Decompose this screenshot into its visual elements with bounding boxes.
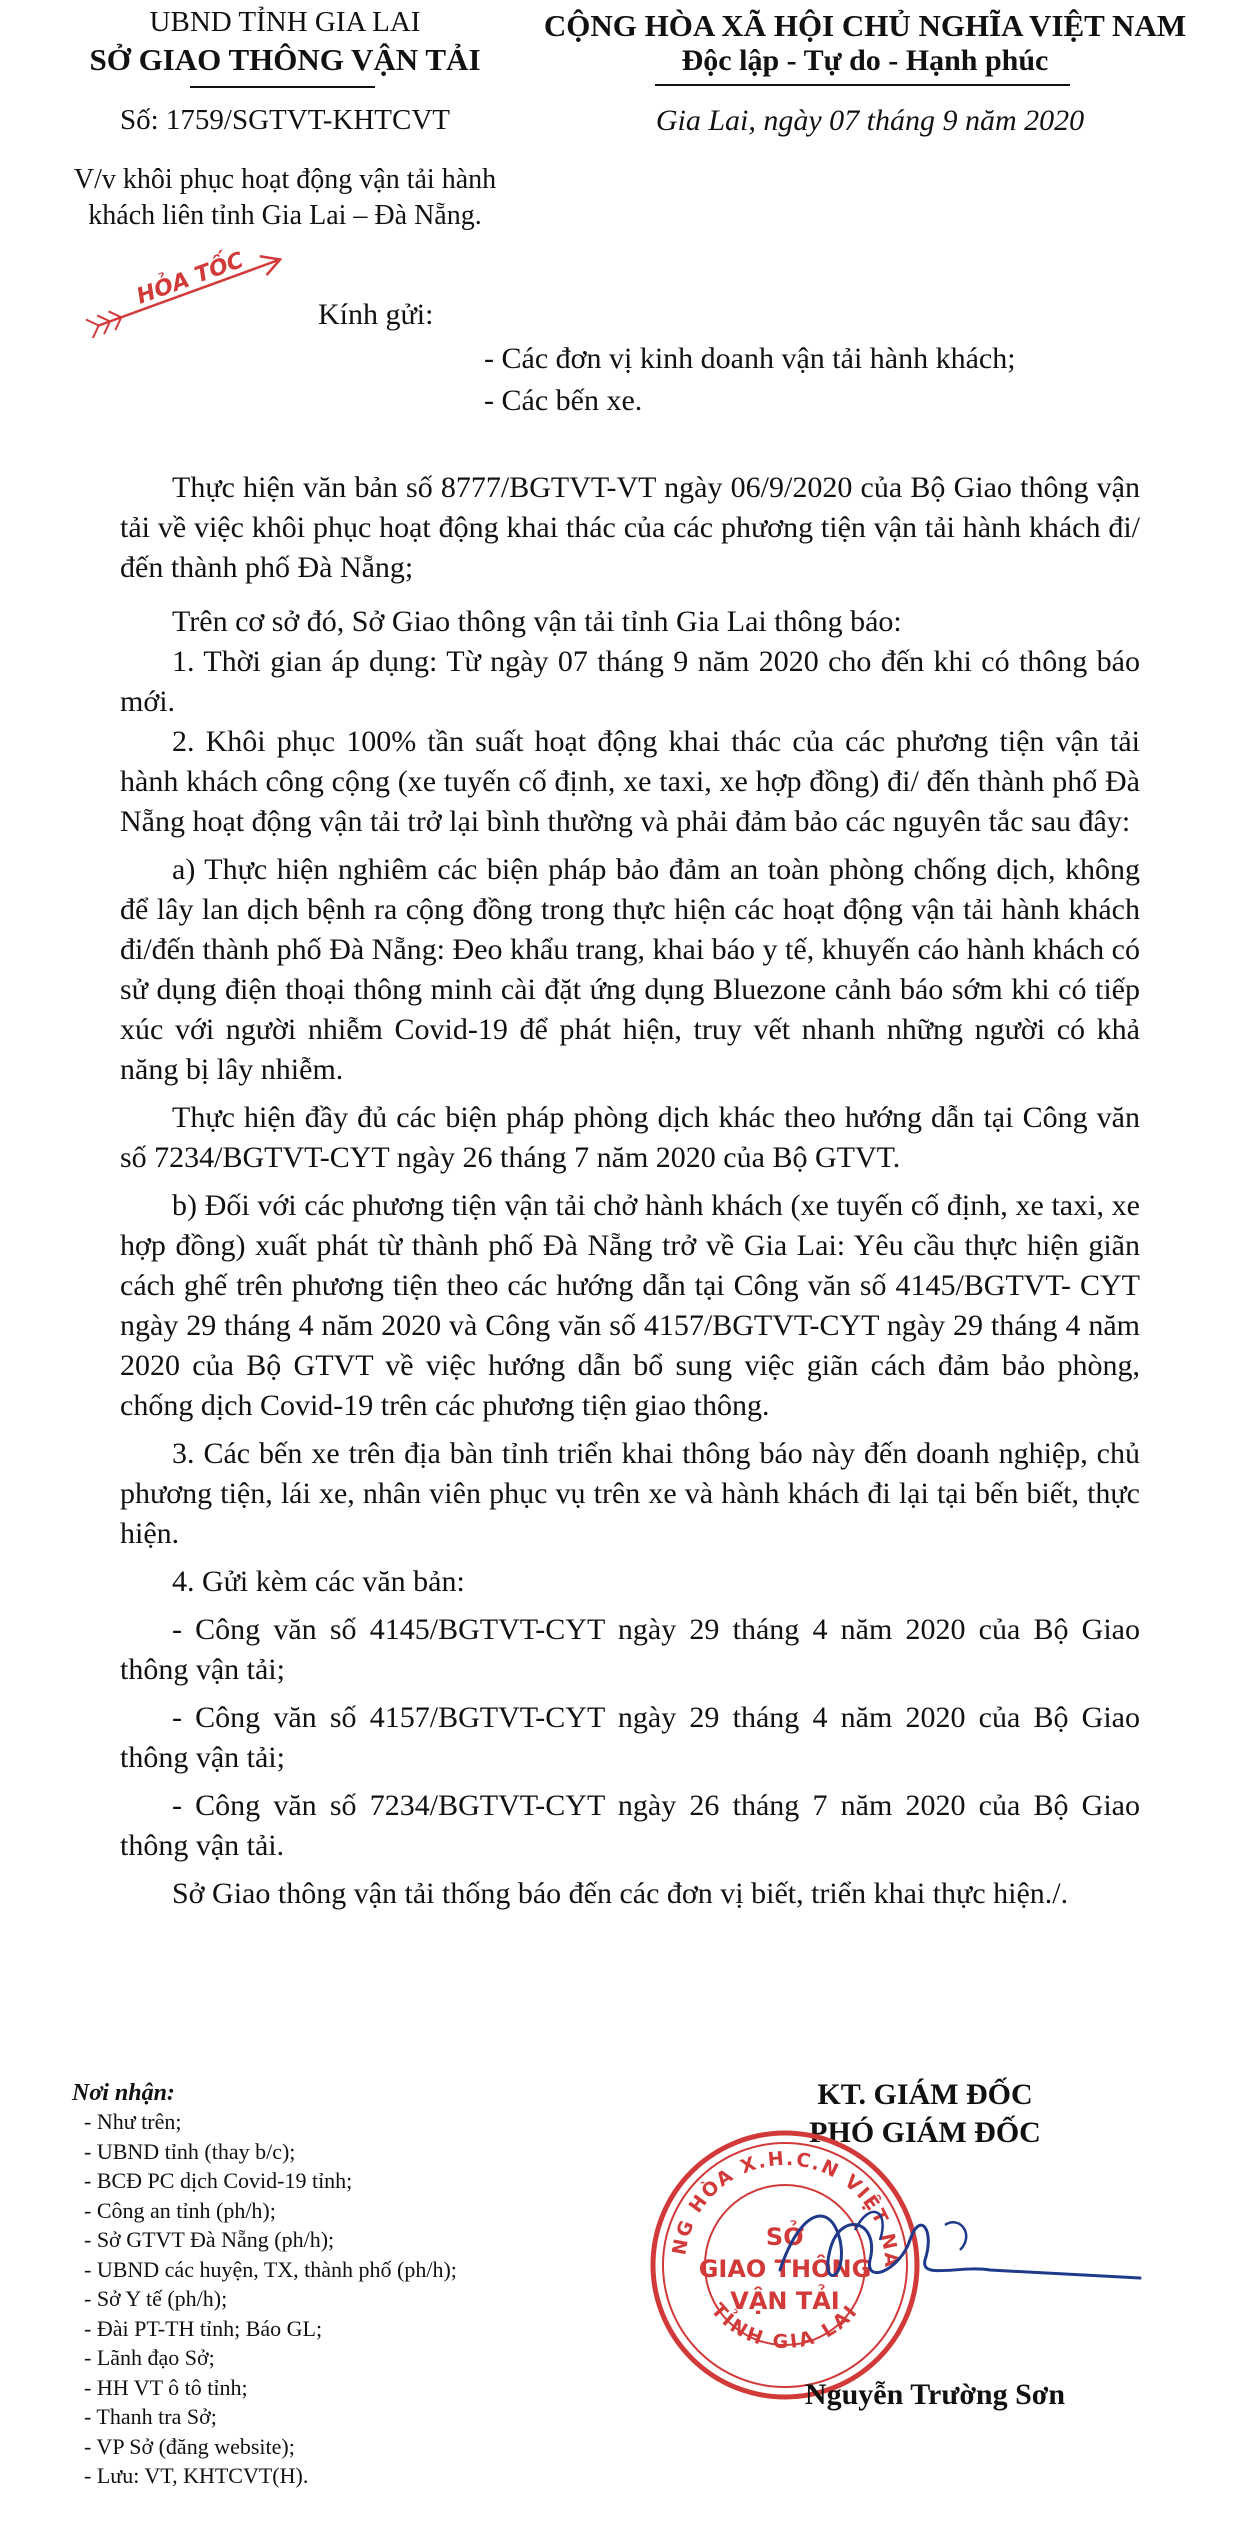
noi-nhan-item: - HH VT ô tô tỉnh; (84, 2374, 248, 2400)
noi-nhan-item: - Sở Y tế (ph/h); (84, 2286, 228, 2311)
kinh-gui-label: Kính gửi: (318, 298, 434, 331)
noi-nhan-item: - Sở GTVT Đà Nẵng (ph/h); (84, 2227, 335, 2252)
noi-nhan-item: - Lưu: VT, KHTCVT(H). (84, 2463, 309, 2488)
body-paragraph: Sở Giao thông vận tải thống báo đến các đơn vị biết, triển khai thực hiện./. (172, 1877, 1069, 1910)
body-paragraph: b) Đối với các phương tiện vận tải chở hành khách (xe tuyến cố định, xe taxi, xe hợp đồng) xuất phát từ thành phố Đà Nẵng trở về Gia Lai: Yêu cầu thực hiện giãn cách ghế trên phương tiện theo các hướng dẫn tại Công văn số 4145/BGTVT- CYT ngày 29 tháng 4 năm 2020 và Công văn số 4157/BGTVT-CYT ngày 29 tháng 4 năm 2020 của Bộ GTVT về việc hướng dẫn bổ sung việc giãn cách đảm bảo phòng, chống dịch Covid-19 trên các phương tiện giao thông. (120, 1189, 1140, 1422)
seal-bottom-text: TỈNH GIA LAI (706, 2299, 864, 2354)
recipients-list (484, 338, 1184, 422)
seal-ring-text: NG HÒA X.H.C.N VIỆT NA (668, 2147, 903, 2270)
body-paragraph: 2. Khôi phục 100% tần suất hoạt động khai thác của các phương tiện vận tải hành khách công cộng (xe tuyến cố định, xe taxi, xe hợp đồng) đi/ đến thành phố Đà Nẵng hoạt động vận tải trở lại bình thường và phải đảm bảo các nguyên tắc sau đây: (120, 725, 1140, 838)
seal-center-2: GIAO THÔNG (698, 2255, 872, 2283)
signature-scribble-icon (760, 2170, 1150, 2330)
motto: Độc lập - Tự do - Hạnh phúc (681, 44, 1049, 77)
noi-nhan-item: - BCĐ PC dịch Covid-19 tỉnh; (84, 2168, 353, 2193)
recipient-item: - Các bến xe. (484, 384, 643, 417)
body-paragraph: 4. Gửi kèm các văn bản: (172, 1565, 465, 1598)
noi-nhan-item: - UBND các huyện, TX, thành phố (ph/h); (84, 2256, 457, 2282)
seal-center-1: SỞ (765, 2223, 805, 2251)
noi-nhan-item: - Lãnh đạo Sở; (84, 2345, 215, 2370)
document-body (120, 468, 1140, 1924)
noi-nhan-title: Nơi nhận: (72, 2080, 175, 2106)
body-paragraph: - Công văn số 4157/BGTVT-CYT ngày 29 tháng 4 năm 2020 của Bộ Giao thông vận tải; (120, 1701, 1140, 1774)
signer-name: Nguyễn Trường Sơn (804, 2378, 1066, 2411)
noi-nhan-item: - VP Sở (đăng website); (84, 2433, 295, 2459)
urgent-stamp-text: HỎA TỐC (133, 248, 248, 310)
org-underline (190, 86, 375, 88)
noi-nhan-item: - UBND tỉnh (thay b/c); (84, 2138, 296, 2164)
subject (40, 162, 530, 234)
handwritten-signature (760, 2170, 1150, 2330)
republic-title: CỘNG HÒA XÃ HỘI CHỦ NGHĨA VIỆT NAM (543, 8, 1187, 43)
body-paragraph: 1. Thời gian áp dụng: Từ ngày 07 tháng 9 năm 2020 cho đến khi có thông báo mới. (120, 645, 1140, 718)
urgent-arrow-icon (80, 228, 310, 338)
org-parent: UBND TỈNH GIA LAI (149, 6, 421, 38)
urgent-stamp (80, 228, 310, 338)
noi-nhan-list (72, 2107, 592, 2491)
signature-title-2: PHÓ GIÁM ĐỐC (809, 2116, 1041, 2149)
body-paragraph: Trên cơ sở đó, Sở Giao thông vận tải tỉnh Gia Lai thông báo: (172, 605, 902, 638)
org-name: SỞ GIAO THÔNG VẬN TẢI (89, 42, 481, 77)
noi-nhan-item: - Đài PT-TH tỉnh; Báo GL; (84, 2315, 323, 2341)
noi-nhan-item: - Thanh tra Sở; (84, 2404, 217, 2429)
body-paragraph: Thực hiện văn bản số 8777/BGTVT-VT ngày 06/9/2020 của Bộ Giao thông vận tải về việc khôi phục hoạt động khai thác của các phương tiện vận tải hành khách đi/đến thành phố Đà Nẵng; (120, 471, 1140, 584)
noi-nhan-item: - Công an tỉnh (ph/h); (84, 2197, 276, 2223)
body-paragraph: - Công văn số 7234/BGTVT-CYT ngày 26 tháng 7 năm 2020 của Bộ Giao thông vận tải. (120, 1789, 1140, 1862)
subject-line-1: V/v khôi phục hoạt động vận tải hành (73, 164, 497, 195)
seal-center-3: VẬN TẢI (730, 2287, 840, 2315)
body-paragraph: 3. Các bến xe trên địa bàn tỉnh triển khai thông báo này đến doanh nghiệp, chủ phương tiện, lái xe, nhân viên phục vụ trên xe và hành khách đi lại tại bến biết, thực hiện. (120, 1437, 1140, 1550)
body-paragraph: - Công văn số 4145/BGTVT-CYT ngày 29 tháng 4 năm 2020 của Bộ Giao thông vận tải; (120, 1613, 1140, 1686)
body-paragraph: Thực hiện đầy đủ các biện pháp phòng dịch khác theo hướng dẫn tại Công văn số 7234/BGTVT-CYT ngày 26 tháng 7 năm 2020 của Bộ GTVT. (120, 1101, 1140, 1174)
recipient-item: - Các đơn vị kinh doanh vận tải hành khách; (484, 342, 1016, 375)
body-paragraph: a) Thực hiện nghiêm các biện pháp bảo đảm an toàn phòng chống dịch, không để lây lan dịch bệnh ra cộng đồng trong thực hiện các hoạt động vận tải hành khách đi/đến thành phố Đà Nẵng: Đeo khẩu trang, khai báo y tế, khuyến cáo hành khách có sử dụng điện thoại thông minh cài đặt ứng dụng Bluezone cảnh báo sớm khi có tiếp xúc với người nhiễm Covid-19 để phát hiện, truy vết nhanh những người có khả năng bị lây nhiễm. (120, 853, 1140, 1086)
subject-line-2: khách liên tỉnh Gia Lai – Đà Nẵng. (88, 200, 482, 231)
motto-underline (655, 84, 1070, 86)
signature-title-1: KT. GIÁM ĐỐC (817, 2078, 1033, 2111)
noi-nhan-item: - Như trên; (84, 2109, 182, 2134)
document-number: Số: 1759/SGTVT-KHTCVT (119, 104, 451, 136)
place-date: Gia Lai, ngày 07 tháng 9 năm 2020 (655, 104, 1085, 137)
noi-nhan (72, 2080, 592, 2491)
